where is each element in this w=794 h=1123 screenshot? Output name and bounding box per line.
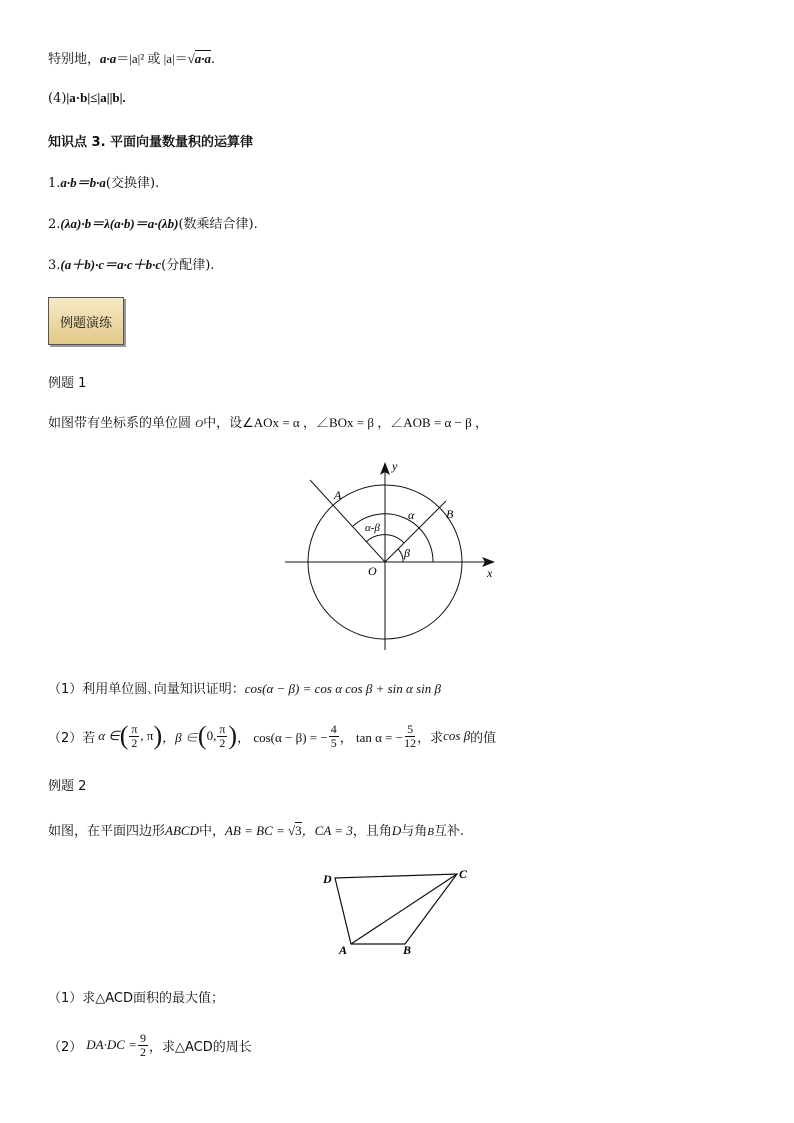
item-4-line <box>48 90 126 106</box>
label-beta: β <box>404 546 410 560</box>
statement-mid: 中， <box>198 824 225 839</box>
special-formula-a: a·a <box>100 51 117 66</box>
statement-prefix: 如图，在平面四边形 <box>48 824 166 839</box>
nine-halves-fraction <box>138 1032 148 1059</box>
label-a: A <box>339 943 348 957</box>
special-formula-b: ＝|a|² 或 |a|＝ <box>116 51 188 66</box>
fraction-numerator: π <box>219 721 226 736</box>
example-2-title: 例题 2 <box>48 779 87 794</box>
q1-prefix: （1）利用单位圆､向量知识证明： <box>48 682 245 697</box>
law-3-note: (分配律). <box>161 258 215 273</box>
label-y: y <box>392 459 398 473</box>
statement-mid: 中，设 <box>203 416 243 431</box>
label-alpha: α <box>408 508 415 522</box>
statement-tail-3: 互补. <box>433 824 465 839</box>
ray-oa <box>310 480 385 562</box>
law-3-formula: (a＋b)·c＝a·c＋b·c <box>60 257 162 272</box>
fraction-denominator: 2 <box>219 735 226 750</box>
fraction-denominator: 12 <box>404 735 417 750</box>
statement-angles: ∠AOx = α ，∠BOx = β ，∠AOB = α − β ， <box>242 415 488 430</box>
open-paren: ( <box>119 721 129 750</box>
close-paren-b: ) <box>228 721 238 750</box>
law-1-prefix: 1. <box>48 176 61 191</box>
q2-prefix: （2） <box>48 1039 83 1055</box>
example-1-q2 <box>48 716 496 756</box>
item-4-prefix: (4) <box>48 91 67 106</box>
statement-text: 如图带有坐标系的单位圆 <box>48 416 192 431</box>
q2-pi-end: , π <box>140 728 154 743</box>
q1-formula: cos(α − β) = cos α cos β + sin α sin β <box>244 681 441 696</box>
law-1-line <box>48 172 159 191</box>
fraction-denominator: 2 <box>131 735 138 750</box>
four-fifths-fraction <box>329 723 339 750</box>
statement-abcd: ABCD <box>165 823 199 838</box>
unit-circle-figure <box>280 455 520 670</box>
five-twelfths-fraction <box>404 723 416 750</box>
label-x: x <box>487 566 493 580</box>
q2-tail: ，求 <box>417 730 444 746</box>
fraction-numerator: 9 <box>139 1030 146 1045</box>
law-1-note: (交换律). <box>105 176 160 191</box>
fraction-denominator: 2 <box>139 1044 146 1059</box>
label-b: B <box>403 943 412 957</box>
statement-ca: ，CA = 3 <box>301 823 353 838</box>
example-2-q1: （1）求△ACD面积的最大值； <box>48 991 225 1006</box>
example-2-statement <box>48 820 464 839</box>
sqrt-symbol: √ <box>288 823 296 838</box>
pi-over-2-fraction-a <box>129 723 139 750</box>
law-2-prefix: 2. <box>48 217 61 232</box>
q2-cos: ， cos(α − β) = − <box>237 729 328 745</box>
label-a: A <box>334 488 342 502</box>
law-2-note: (数乘结合律). <box>178 217 258 232</box>
example-1-title: 例题 1 <box>48 376 87 391</box>
statement-tail-2: 与角 <box>401 824 428 839</box>
sqrt-symbol: √ <box>187 51 195 66</box>
arc-beta <box>398 549 403 562</box>
fraction-numerator: 5 <box>407 721 414 736</box>
q2-prefix: （2）若 <box>48 730 96 746</box>
q2-alpha: α ∈ <box>98 728 120 743</box>
label-o: O <box>368 564 377 578</box>
statement-d: D <box>391 823 402 838</box>
law-3-prefix: 3. <box>48 258 61 273</box>
diagonal-ac <box>351 874 457 944</box>
kp3-heading: 知识点 3. 平面向量数量积的运算律 <box>48 135 254 150</box>
law-2-formula: (λa)·b＝λ(a·b)＝a·(λb) <box>60 216 179 231</box>
fraction-numerator: 4 <box>330 721 337 736</box>
q2-tan: ， tan α = − <box>339 729 404 745</box>
ray-ob <box>385 501 446 562</box>
label-b: B <box>446 507 454 521</box>
pi-over-2-fraction-b <box>217 723 227 750</box>
fraction-numerator: π <box>131 721 138 736</box>
q2-tail: ，求△ACD的周长 <box>148 1039 252 1055</box>
example-1-q1 <box>48 678 441 697</box>
quadrilateral-figure <box>315 860 475 960</box>
label-c: C <box>459 867 468 881</box>
q2-cos-beta: cos β <box>443 728 471 743</box>
label-alpha-minus-beta: α-β <box>365 522 380 534</box>
q2-zero: 0, <box>206 728 217 743</box>
example-1-statement <box>48 412 488 431</box>
sqrt-radicand: 3 <box>295 823 302 838</box>
statement-tail-1: ，且角 <box>352 824 392 839</box>
special-prefix: 特别地， <box>48 52 101 67</box>
statement-circle-o: O <box>195 418 204 430</box>
item-4-formula: |a·b|≤|a||b|. <box>66 90 126 105</box>
open-paren-b: ( <box>197 721 207 750</box>
quadrilateral-abcd <box>335 874 457 944</box>
q2-end: 的值 <box>470 730 497 746</box>
close-paren: ) <box>153 721 163 750</box>
q2-beta: ，β ∈ <box>162 729 198 745</box>
law-1-formula: a·b＝b·a <box>60 175 106 190</box>
sqrt-radicand: a·a <box>194 51 212 66</box>
q2-vector-product: DA·DC = <box>86 1037 137 1052</box>
example-2-q2 <box>48 1027 252 1063</box>
label-d: D <box>323 872 332 886</box>
special-case-line <box>48 48 215 67</box>
law-3-line <box>48 254 214 273</box>
statement-b: B <box>427 826 434 838</box>
example-section-tag: 例题演练 <box>48 297 124 345</box>
statement-eq: AB = BC = <box>224 823 289 838</box>
law-2-line <box>48 213 258 232</box>
special-end: . <box>211 52 216 67</box>
fraction-denominator: 5 <box>330 735 337 750</box>
arc-alpha <box>353 514 433 562</box>
